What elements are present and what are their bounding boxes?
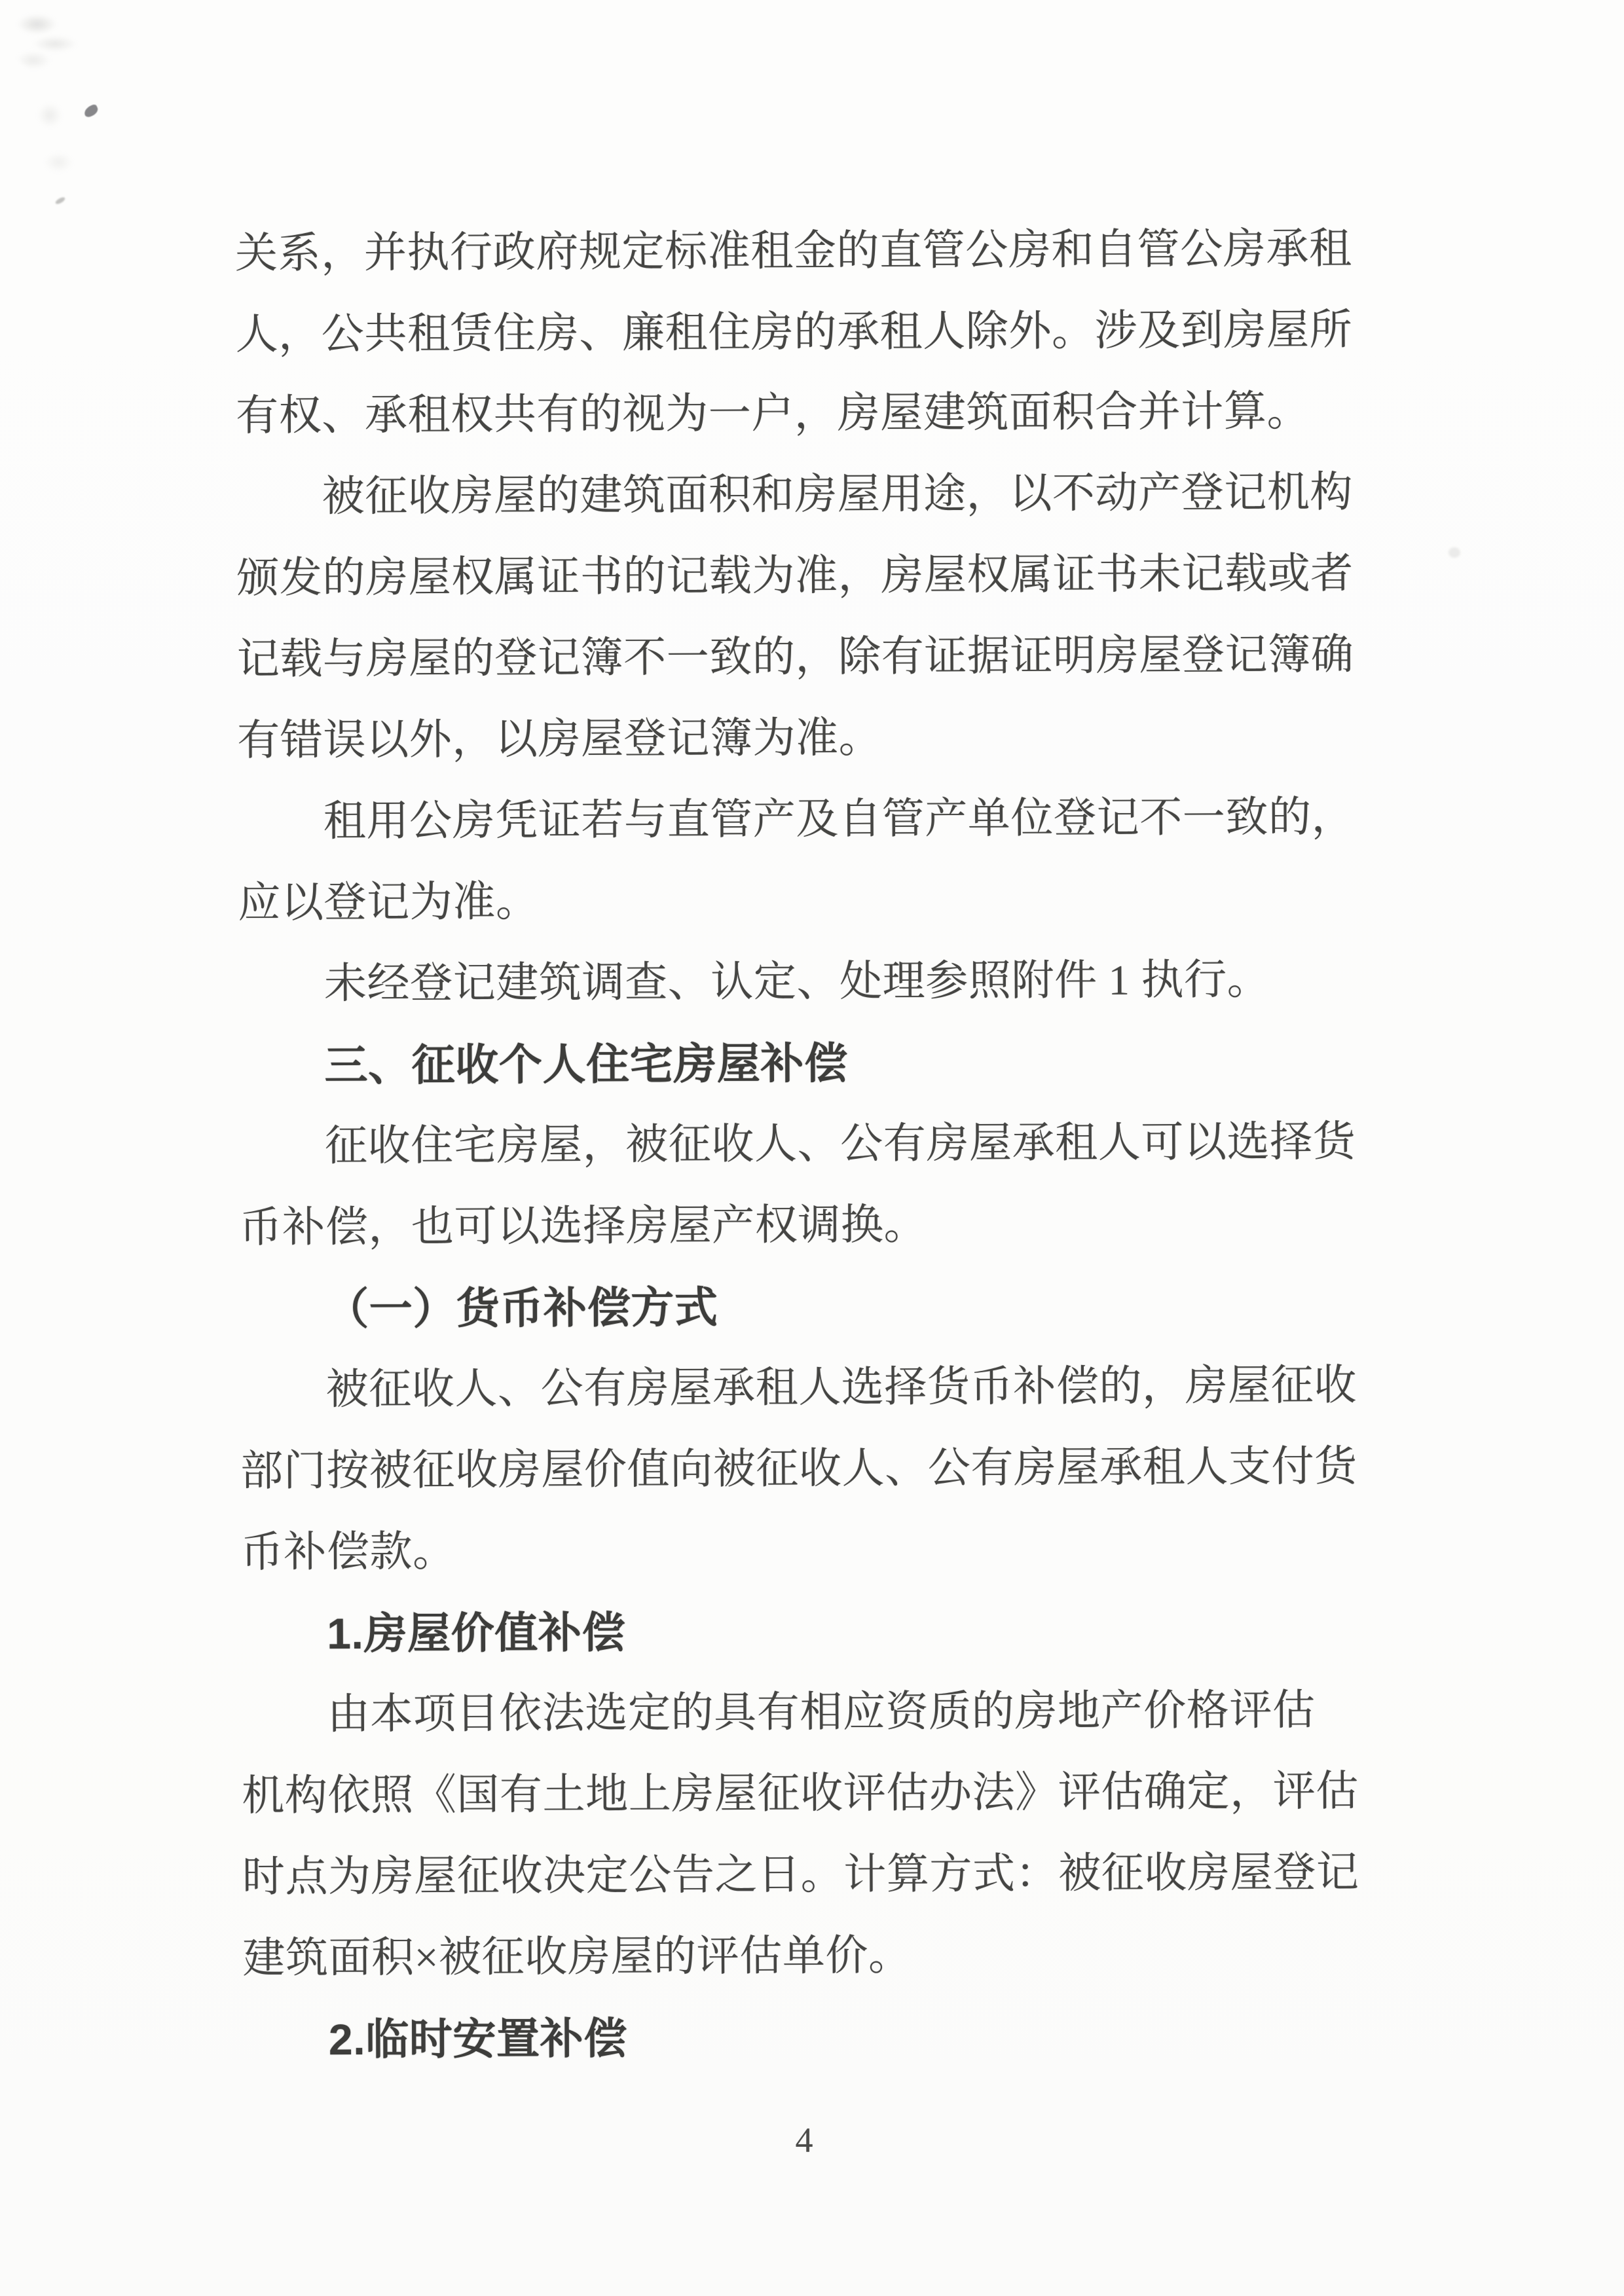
body-line-20: 机构依照《国有土地上房屋征收评估办法》评估确定，评估 — [242, 1768, 1359, 1820]
item-heading-2: 2.临时安置补偿 — [328, 2014, 627, 2064]
body-line-19: 由本项目依法选定的具有相应资质的房地产价格评估 — [327, 1686, 1316, 1739]
body-line-7: 有错误以外，以房屋登记簿为准。 — [237, 714, 882, 765]
document-body — [235, 208, 1363, 2080]
body-line-3: 有权、承租权共有的视为一户，房屋建筑面积合并计算。 — [235, 388, 1310, 440]
scan-smudge-left — [26, 92, 85, 210]
scan-smudge-top-left — [12, 8, 84, 73]
body-line-17: 币补偿款。 — [240, 1528, 456, 1576]
body-line-13: 币补偿，也可以选择房屋产权调换。 — [239, 1201, 927, 1252]
subsection-heading-1: （一）货币补偿方式 — [325, 1283, 718, 1334]
body-line-21: 时点为房屋征收决定公告之日。计算方式：被征收房屋登记 — [242, 1849, 1359, 1901]
scan-speck-dark — [83, 103, 100, 118]
item-heading-1: 1.房屋价值补偿 — [327, 1608, 626, 1658]
body-line-16: 部门按被征收房屋价值向被征收人、公有房屋承租人支付货 — [240, 1443, 1357, 1495]
body-line-10: 未经登记建筑调查、认定、处理参照附件 1 执行。 — [323, 956, 1270, 1008]
section-heading-3: 三、征收个人住宅房屋补偿 — [324, 1038, 848, 1090]
body-line-6: 记载与房屋的登记簿不一致的，除有证据证明房屋登记簿确 — [236, 631, 1354, 683]
body-line-12: 征收住宅房屋，被征收人、公有房屋承租人可以选择货 — [324, 1118, 1356, 1171]
body-line-1: 关系，并执行政府规定标准租金的直管公房和自管公房承租 — [234, 225, 1352, 278]
body-line-4: 被征收房屋的建筑面积和房屋用途，以不动产登记机构 — [322, 469, 1354, 521]
body-line-8: 租用公房凭证若与直管产及自管产单位登记不一致的， — [323, 793, 1355, 846]
body-line-15: 被征收人、公有房屋承租人选择货币补偿的，房屋征收 — [325, 1362, 1357, 1414]
page-number: 4 — [795, 2121, 813, 2160]
body-line-22: 建筑面积×被征收房屋的评估单价。 — [242, 1932, 912, 1982]
body-line-9: 应以登记为准。 — [238, 878, 539, 927]
scan-speck-right-margin — [1449, 547, 1460, 558]
body-line-2: 人，公共租赁住房、廉租住房的承租人除外。涉及到房屋所 — [235, 306, 1353, 359]
body-line-5: 颁发的房屋权属证书的记载为准，房屋权属证书未记载或者 — [236, 550, 1354, 602]
